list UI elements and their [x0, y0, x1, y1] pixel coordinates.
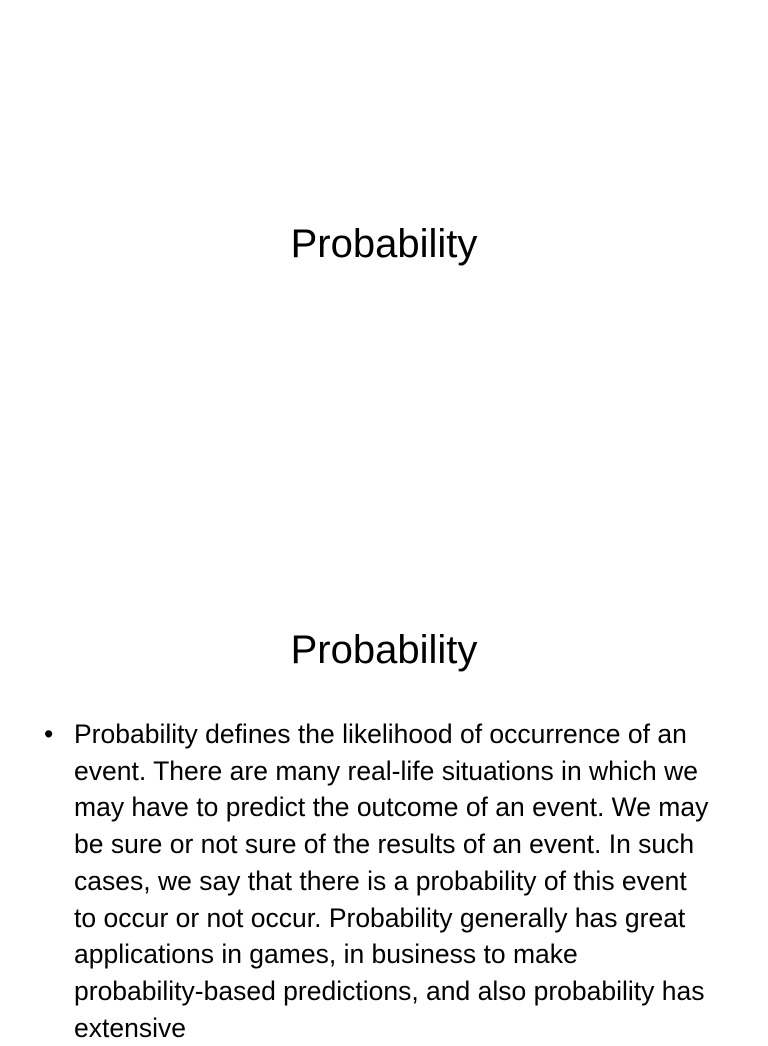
bullet-item [44, 716, 712, 1046]
bullet-dot-icon: • [44, 719, 54, 749]
slide-title: Probability [290, 628, 478, 672]
bullet-text: Probability defines the likelihood of occurrence of an event. There are many real-life situations in which we may have to predict the outcome of an event. We may be sure or not sure of the results of an event. In such cases, we say that there is a probability of this event to occur or not occur. Probability generally has great applications in games, in business to make probability-based predictions, and also probability has extensive [74, 719, 709, 1043]
bullet-list [44, 716, 712, 1046]
title-slide [0, 0, 768, 512]
content-slide [0, 512, 768, 1043]
slide-title: Probability [290, 222, 478, 266]
